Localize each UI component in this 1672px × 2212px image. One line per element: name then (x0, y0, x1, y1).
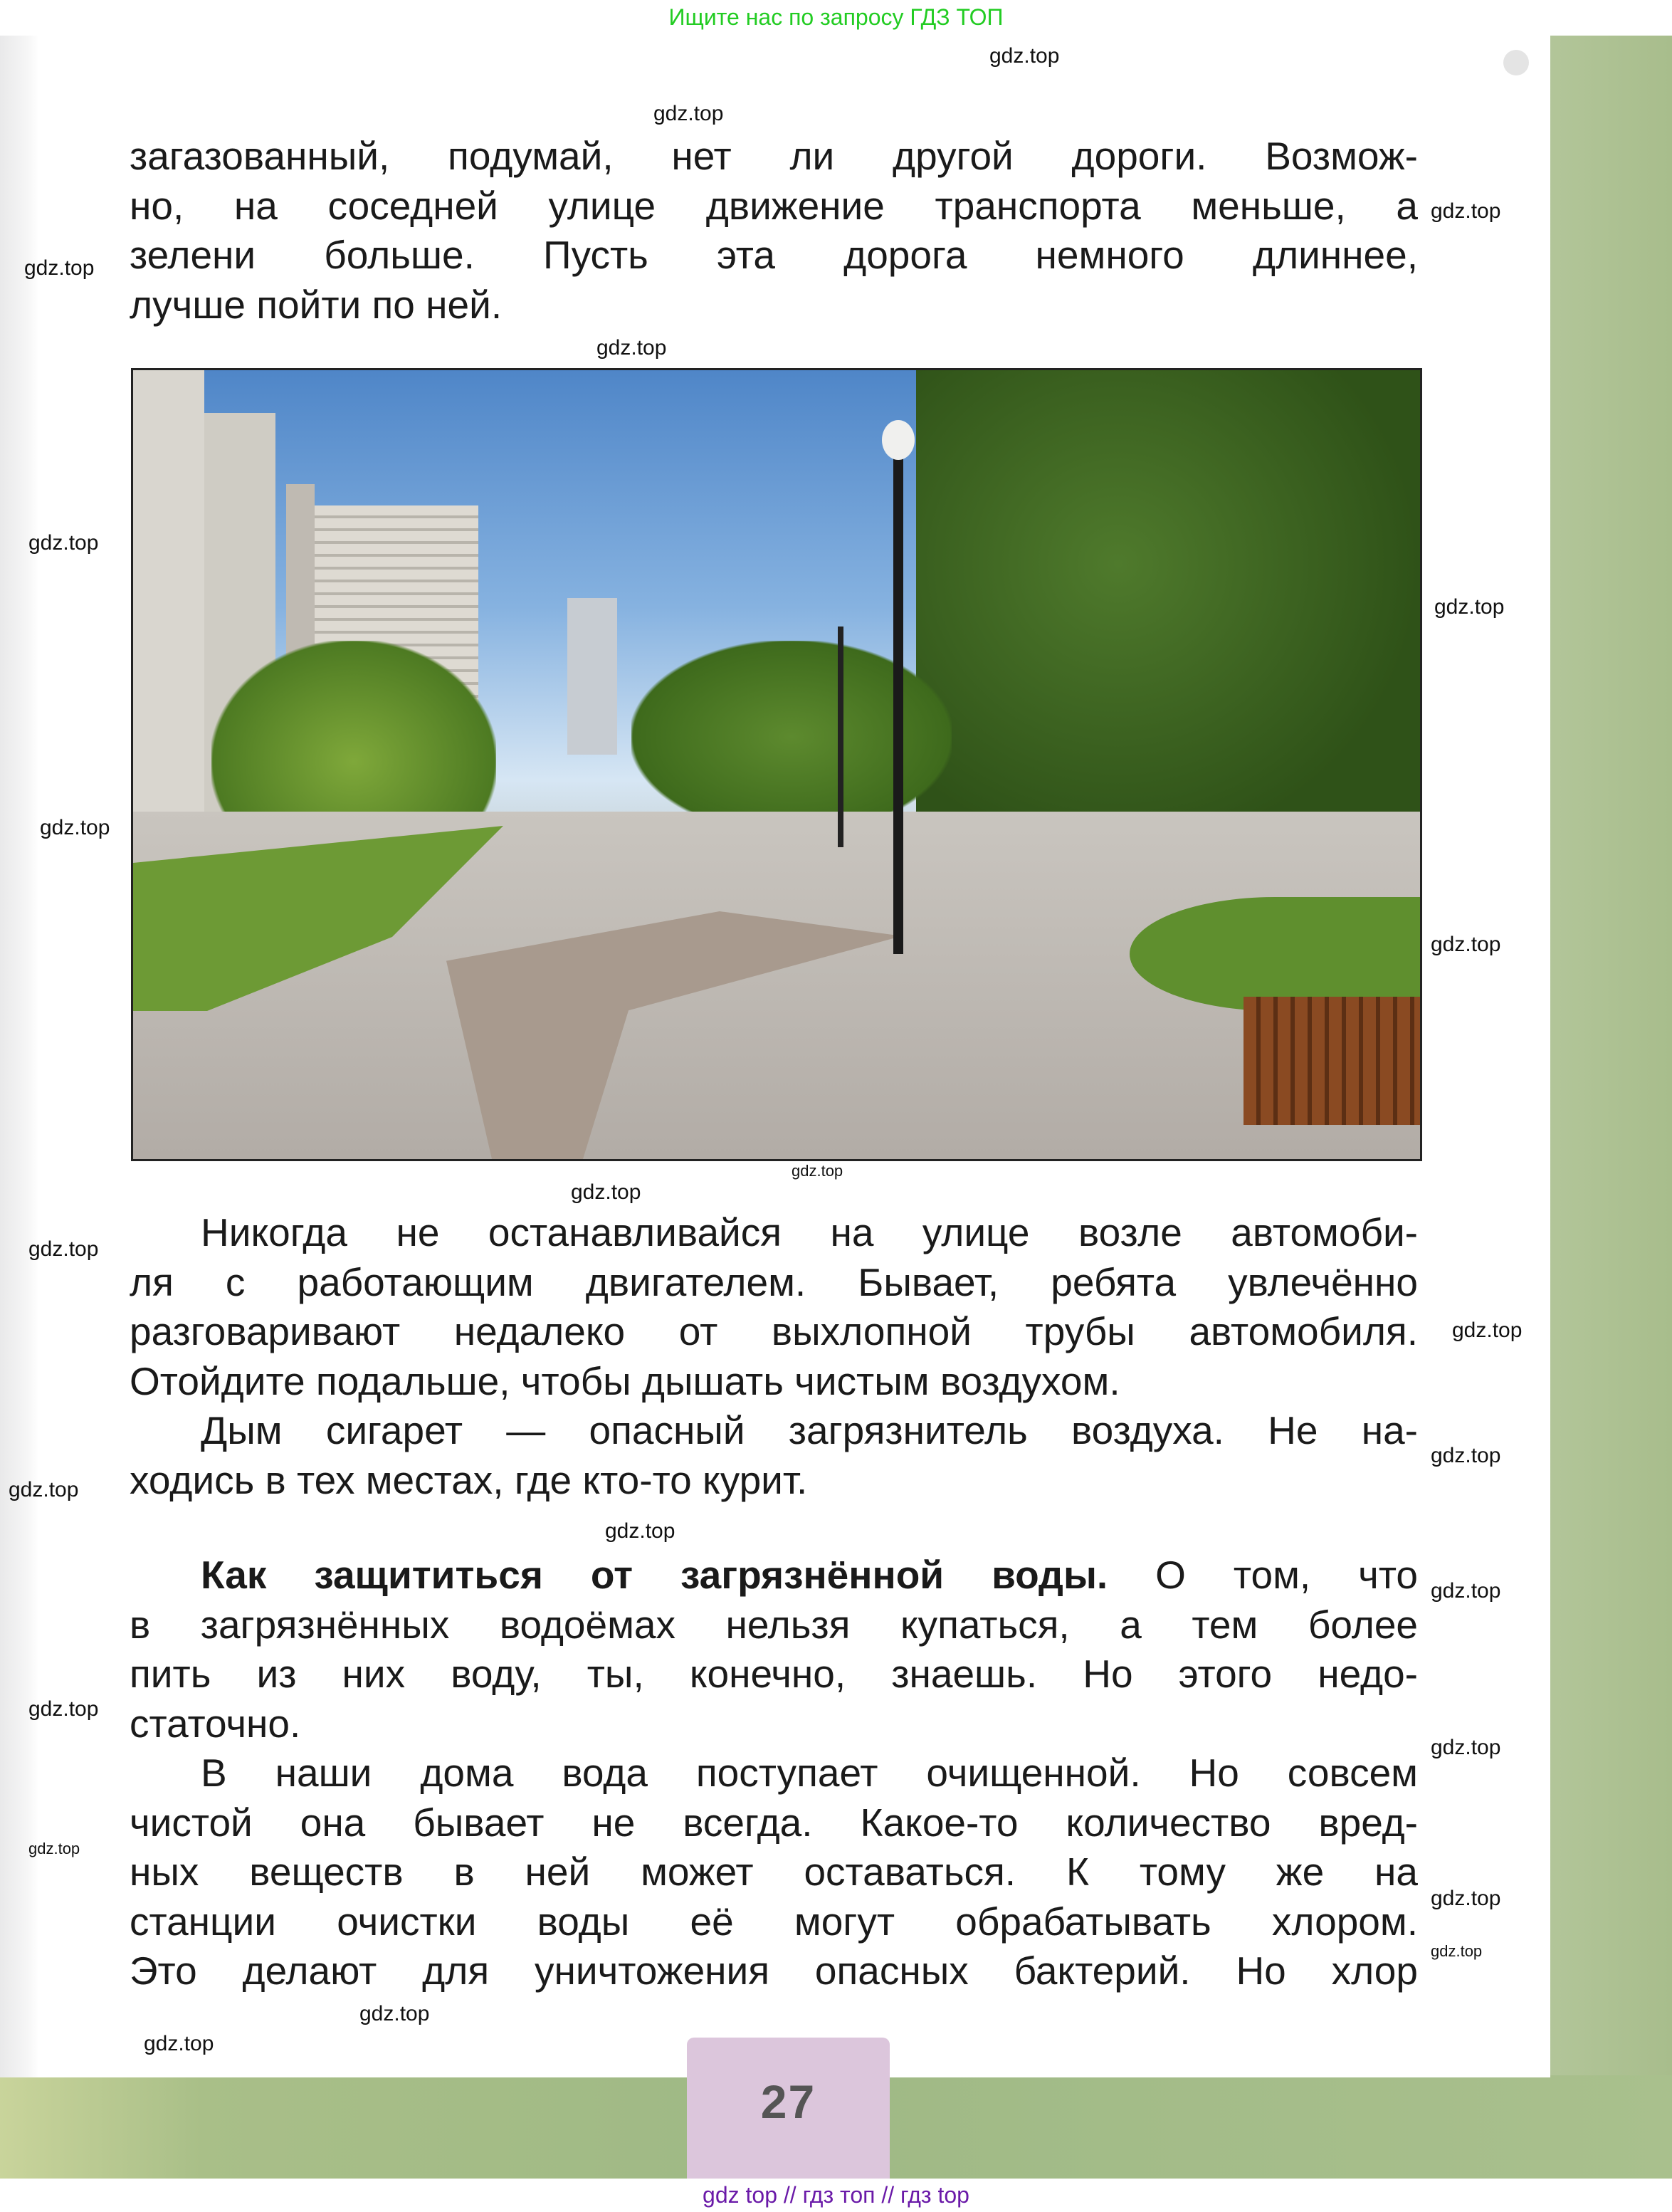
line-text: В наши дома вода поступает очищенной. Но совсем (201, 1751, 1418, 1795)
watermark: gdz.top (792, 1162, 843, 1180)
watermark: gdz.top (1431, 1736, 1501, 1759)
watermark: gdz.top (605, 1519, 675, 1543)
text-line (130, 1600, 1418, 1650)
binding-shadow (0, 36, 39, 2077)
building (567, 598, 617, 755)
watermark: gdz.top (653, 102, 724, 125)
line-text: загазованный, подумай, нет ли другой дороги. Возмож- (130, 134, 1418, 178)
line-text: статочно. (130, 1701, 301, 1746)
line-text: Никогда не останавливайся на улице возле автомоби- (201, 1210, 1418, 1254)
lamp (882, 420, 915, 460)
text-line (130, 1946, 1418, 1996)
trees (916, 370, 1421, 854)
text-line (130, 281, 1418, 330)
watermark: gdz.top (596, 336, 667, 360)
line-text: чистой она бывает не всегда. Какое-то количество вред- (130, 1800, 1418, 1845)
watermark: gdz.top (28, 531, 99, 555)
text-line (130, 1650, 1418, 1699)
text-line (130, 231, 1418, 281)
line-text: зелени больше. Пусть эта дорога немного длиннее, (130, 233, 1418, 277)
section-heading: Как защититься от загрязнённой воды. (201, 1553, 1108, 1597)
line-text: Дым сигарет — опасный загрязнитель воздуха. Не на- (201, 1408, 1418, 1452)
line-text: ных веществ в ней может оставаться. К тому же на (130, 1850, 1418, 1894)
text-line (130, 1551, 1418, 1600)
lamp-post (838, 627, 843, 847)
text-line (130, 1208, 1418, 1258)
page-number: 27 (760, 2075, 816, 2128)
watermark: gdz.top (989, 44, 1060, 68)
text-line (130, 1897, 1418, 1947)
text-line (130, 1847, 1418, 1897)
line-text: Отойдите подальше, чтобы дышать чистым воздухом. (130, 1358, 1120, 1403)
next-page-edge (1541, 36, 1672, 2179)
lawn (1130, 897, 1420, 1011)
watermark: gdz.top (1452, 1319, 1523, 1342)
line-text: ля с работающим двигателем. Бывает, ребята увлечённо (130, 1259, 1418, 1304)
watermark: gdz.top (571, 1180, 641, 1204)
watermark: gdz.top (1431, 1887, 1501, 1910)
trees (631, 641, 952, 833)
watermark: gdz.top (144, 2032, 214, 2055)
footer-links[interactable]: gdz top // гдз топ // гдз top (0, 2179, 1672, 2212)
paragraph-2 (130, 1208, 1418, 1505)
line-text: ходись в тех местах, где кто-то курит. (130, 1457, 808, 1502)
paragraph-3 (130, 1551, 1418, 1996)
park-photo (131, 368, 1422, 1161)
watermark: gdz.top (9, 1478, 79, 1501)
text-line (130, 1798, 1418, 1848)
paragraph-1 (130, 132, 1418, 330)
line-text: станции очистки воды её могут обрабатывать хлором. (130, 1899, 1418, 1944)
search-banner[interactable]: Ищите нас по запросу ГДЗ ТОП (668, 4, 1004, 30)
text-line (130, 1456, 1418, 1506)
text-line (130, 1406, 1418, 1456)
text-line (130, 1307, 1418, 1357)
line-text: разговаривают недалеко от выхлопной трубы автомобиля. (130, 1309, 1418, 1353)
line-text: пить из них воду, ты, конечно, знаешь. Но этого недо- (130, 1652, 1418, 1696)
line-text: в загрязнённых водоёмах нельзя купаться, а тем более (130, 1602, 1418, 1647)
line-text: лучше пойти по ней. (130, 282, 503, 327)
watermark: gdz.top (28, 1697, 99, 1721)
watermark: gdz.top (1431, 933, 1501, 956)
watermark: gdz.top (24, 256, 95, 280)
text-line (130, 1258, 1418, 1308)
text-line (130, 182, 1418, 231)
watermark: gdz.top (28, 1237, 99, 1261)
line-text: Это делают для уничтожения опасных бактерий. Но хлор (130, 1949, 1418, 1993)
watermark: gdz.top (1431, 199, 1501, 223)
watermark: gdz.top (28, 1840, 80, 1857)
text-line (130, 1699, 1418, 1749)
line-text: но, на соседней улице движение транспорта меньше, а (130, 183, 1418, 228)
watermark: gdz.top (1431, 1942, 1483, 1960)
watermark: gdz.top (1434, 595, 1505, 619)
text-line (130, 132, 1418, 182)
watermark: gdz.top (359, 2002, 430, 2025)
text-line (130, 1357, 1418, 1407)
watermark: gdz.top (1431, 1444, 1501, 1467)
corner-dot (1503, 50, 1529, 75)
building (133, 370, 204, 826)
watermark: gdz.top (1431, 1579, 1501, 1603)
lamp-post (893, 456, 903, 954)
watermark: gdz.top (40, 816, 110, 839)
text-line (130, 1749, 1418, 1798)
line-text: О том, что (1108, 1553, 1418, 1597)
bench (1244, 997, 1420, 1125)
page-number-tab (687, 2038, 890, 2179)
